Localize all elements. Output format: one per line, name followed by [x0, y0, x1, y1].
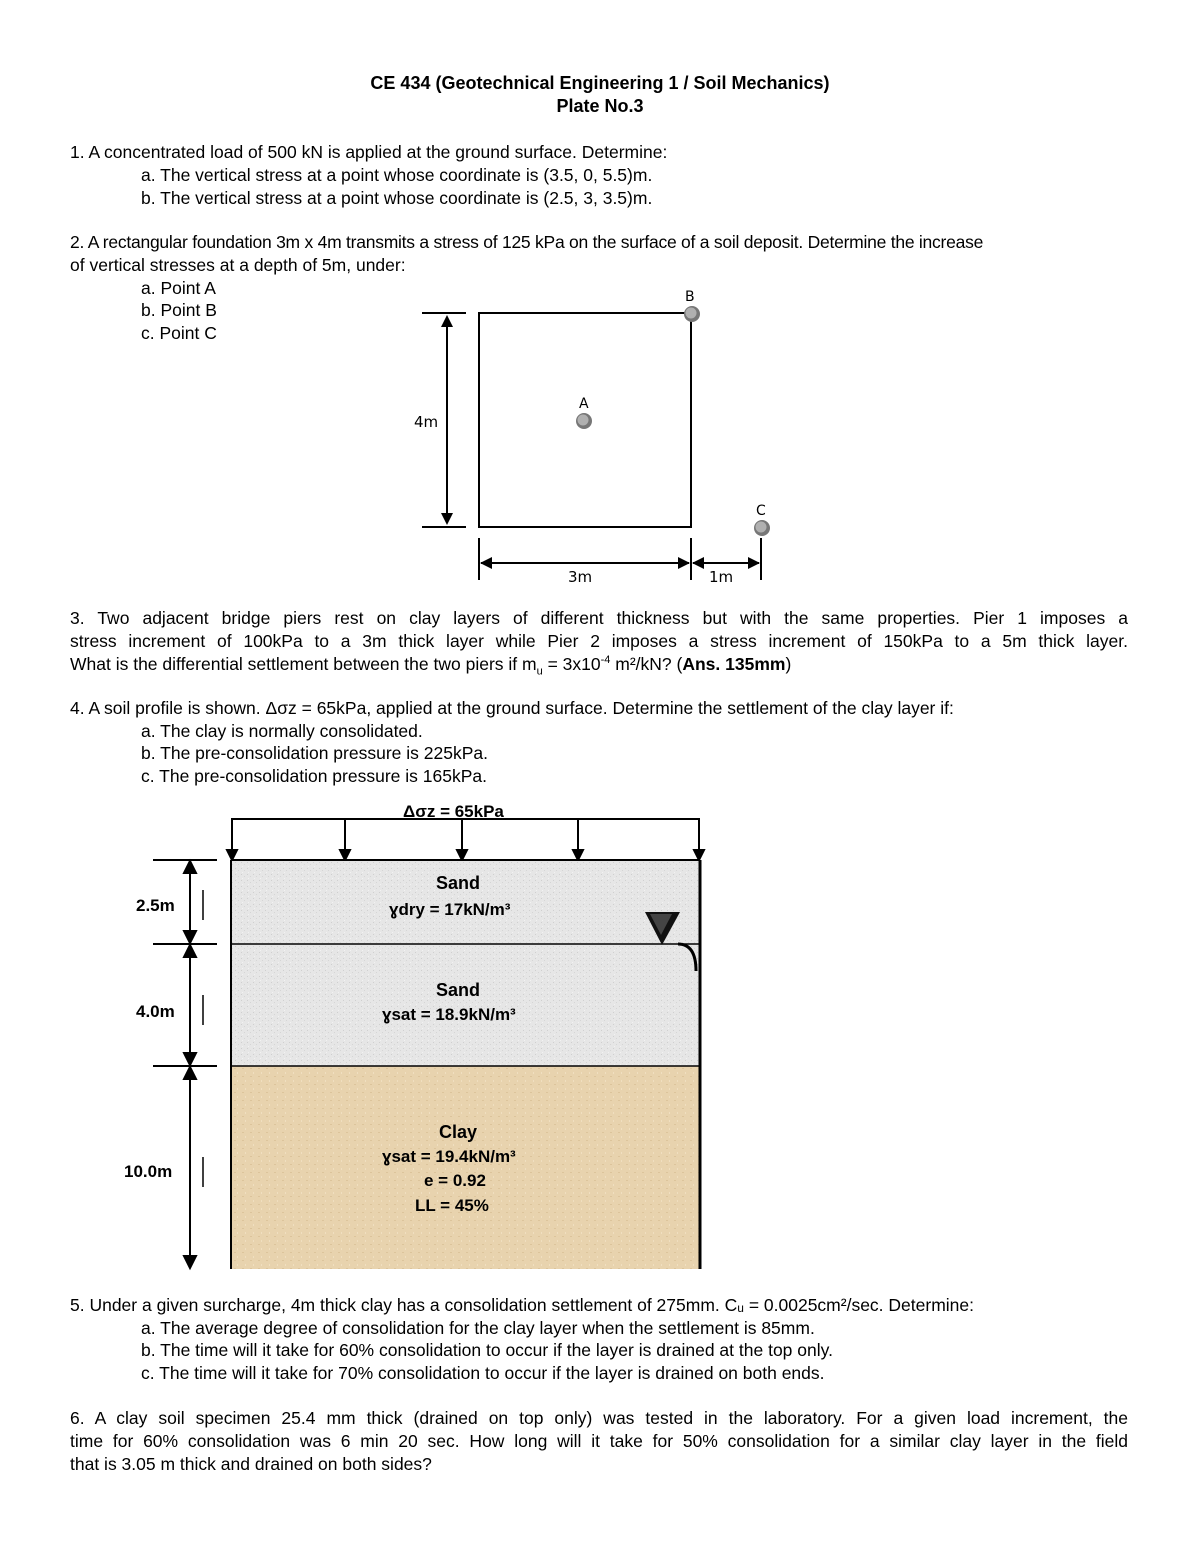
q4-part-a: a. The clay is normally consolidated.: [141, 721, 423, 741]
q6-line2: time for 60% consolidation was 6 min 20 sec. How long will it take for 50% consolidation for a similar clay layer in the field: [70, 1431, 1128, 1451]
point-c-marker: [754, 520, 770, 536]
q4-part-b: b. The pre-consolidation pressure is 225kPa.: [141, 743, 488, 763]
load-arrows: [227, 819, 704, 860]
q5-part-a: a. The average degree of consolidation for the clay layer when the settlement is 85mm.: [141, 1318, 815, 1338]
point-c-label: C: [756, 503, 766, 519]
q2-part-b: b. Point B: [141, 300, 217, 320]
q5-part-c: c. The time will it take for 70% consolidation to occur if the layer is drained on both ends.: [141, 1363, 825, 1383]
q5-part-b: b. The time will it take for 60% consolidation to occur if the layer is drained at the top only.: [141, 1340, 833, 1360]
layer3-liquid-limit: LL = 45%: [415, 1196, 489, 1215]
q4-part-c: c. The pre-consolidation pressure is 165kPa.: [141, 766, 487, 786]
layer1-prop: ɣdry = 17kN/m³: [389, 900, 511, 919]
layer3-prop: ɣsat = 19.4kN/m³: [382, 1147, 516, 1166]
point-b-label: B: [685, 289, 695, 305]
depth-dimensions: [153, 860, 217, 1268]
q2-stem-line2: of vertical stresses at a depth of 5m, under:: [70, 255, 406, 275]
point-b-marker: [684, 306, 700, 322]
layer3-name: Clay: [439, 1122, 478, 1142]
q3-line2: stress increment of 100kPa to a 3m thick layer while Pier 2 imposes a stress increment of 150kPa to a 5m thick layer.: [70, 631, 1128, 651]
q6-line1: 6. A clay soil specimen 25.4 mm thick (drained on top only) was tested in the laboratory. For a given load increment, the: [70, 1408, 1128, 1428]
q3-line1: 3. Two adjacent bridge piers rest on clay layers of different thickness but with the same properties. Pier 1 imposes a: [70, 608, 1128, 628]
q3-line3: What is the differential settlement between the two piers if $m_u = 3x10^{-4}$ m²/kN? (Ans. 135mm): [70, 654, 792, 678]
dim-width-label: 3m: [568, 568, 593, 586]
point-a-label: A: [579, 396, 589, 412]
plate-number: Plate No.3: [556, 96, 644, 116]
q2-part-a: a. Point A: [141, 278, 216, 298]
layer2-prop: ɣsat = 18.9kN/m³: [382, 1005, 516, 1024]
point-a-marker: [576, 413, 592, 429]
load-label: Δσz = 65kPa: [403, 802, 504, 821]
course-title: CE 434 (Geotechnical Engineering 1 / Soil Mechanics): [370, 73, 830, 93]
q2-stem-line1: 2. A rectangular foundation 3m x 4m transmits a stress of 125 kPa on the surface of a soil deposit. Determine the increase: [70, 232, 984, 252]
q2-part-c: c. Point C: [141, 323, 217, 343]
layer1-name: Sand: [436, 873, 481, 893]
q1-part-a: a. The vertical stress at a point whose coordinate is (3.5, 0, 5.5)m.: [141, 165, 653, 185]
layer2-name: Sand: [436, 980, 481, 1000]
layer3-thickness: 10.0m: [124, 1162, 173, 1181]
layer3-void-ratio: e = 0.92: [424, 1171, 486, 1190]
q4-stem: 4. A soil profile is shown. Δσz = 65kPa, applied at the ground surface. Determine the settlement of the clay layer if:: [70, 698, 954, 718]
clay-layer: [231, 1066, 700, 1269]
foundation-diagram: [400, 280, 820, 590]
dim-height-label: 4m: [414, 413, 439, 431]
dim-offset-label: 1m: [709, 568, 734, 586]
soil-profile-diagram: [120, 795, 720, 1275]
q5-stem: 5. Under a given surcharge, 4m thick clay has a consolidation settlement of 275mm. Cᵤ = 0.0025cm²/sec. Determine:: [70, 1295, 974, 1315]
q1-part-b: b. The vertical stress at a point whose coordinate is (2.5, 3, 3.5)m.: [141, 188, 653, 208]
q1-stem: 1. A concentrated load of 500 kN is applied at the ground surface. Determine:: [70, 142, 668, 162]
q6-line3: that is 3.05 m thick and drained on both sides?: [70, 1454, 432, 1474]
q3-answer: Ans. 135mm: [682, 654, 786, 674]
layer1-thickness: 2.5m: [136, 896, 175, 915]
layer2-thickness: 4.0m: [136, 1002, 175, 1021]
